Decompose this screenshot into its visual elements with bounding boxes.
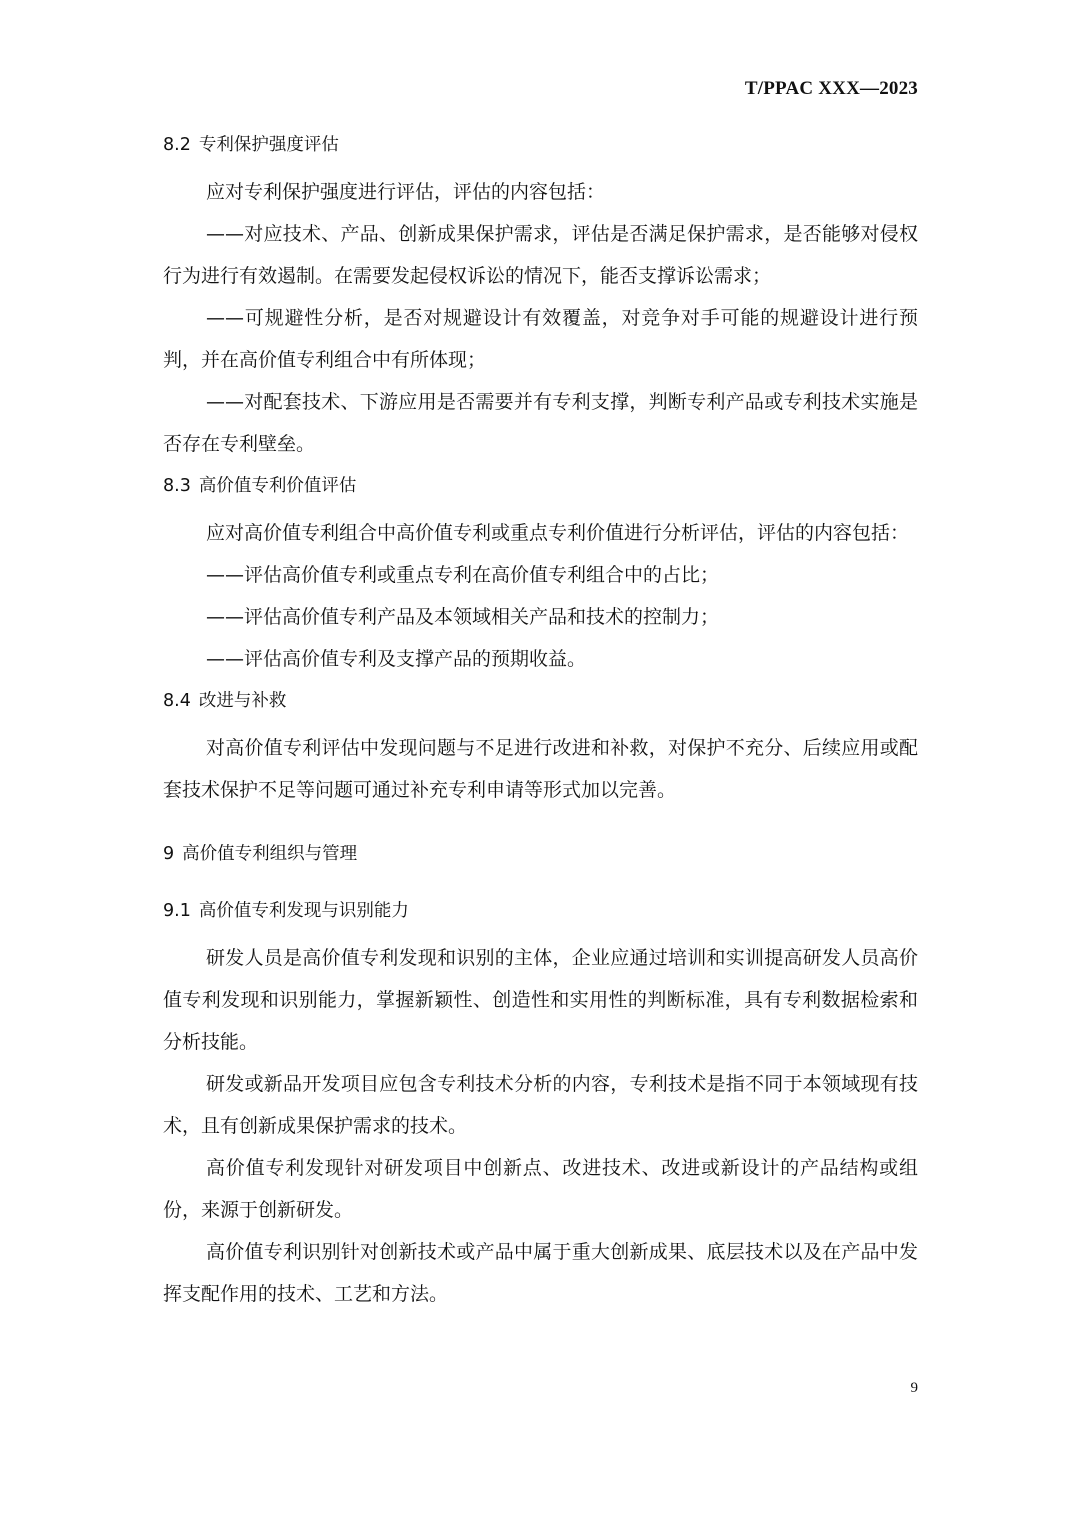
paragraph: ——对应技术、产品、创新成果保护需求，评估是否满足保护需求，是否能够对侵权行为进行有效遏制。在需要发起侵权诉讼的情况下，能否支撑诉讼需求； (163, 223, 918, 287)
page-number: 9 (910, 1380, 918, 1396)
paragraph: 高价值专利发现针对研发项目中创新点、改进技术、改进或新设计的产品结构或组份，来源于创新研发。 (163, 1157, 918, 1221)
document-code: T/PPAC XXX—2023 (744, 78, 918, 99)
paragraph: ——对配套技术、下游应用是否需要并有专利支撑，判断专利产品或专利技术实施是否存在专利壁垒。 (163, 391, 918, 455)
page-content (163, 130, 918, 1315)
section-heading-9-1 (163, 896, 918, 926)
paragraph: 对高价值专利评估中发现问题与不足进行改进和补救，对保护不充分、后续应用或配套技术保护不足等问题可通过补充专利申请等形式加以完善。 (163, 737, 918, 801)
section-number: 8.2 (163, 135, 191, 155)
paragraph: 应对高价值专利组合中高价值专利或重点专利价值进行分析评估，评估的内容包括： (206, 522, 910, 544)
section-heading-8-4 (163, 686, 918, 716)
section-title: 改进与补救 (198, 691, 287, 711)
chapter-heading-9 (163, 839, 918, 869)
section-heading-8-2 (163, 130, 918, 160)
section-heading-8-3 (163, 471, 918, 501)
section-number: 9.1 (163, 901, 191, 921)
section-title: 高价值专利价值评估 (198, 476, 357, 496)
paragraph: 高价值专利识别针对创新技术或产品中属于重大创新成果、底层技术以及在产品中发挥支配作用的技术、工艺和方法。 (163, 1241, 918, 1305)
paragraph: ——评估高价值专利及支撑产品的预期收益。 (206, 648, 587, 670)
section-number: 8.4 (163, 691, 191, 711)
section-number: 8.3 (163, 476, 191, 496)
section-title: 高价值专利发现与识别能力 (198, 901, 409, 921)
chapter-title: 高价值专利组织与管理 (182, 844, 358, 864)
paragraph: ——评估高价值专利产品及本领域相关产品和技术的控制力； (206, 606, 720, 628)
paragraph: ——评估高价值专利或重点专利在高价值专利组合中的占比； (206, 564, 720, 586)
paragraph: 研发或新品开发项目应包含专利技术分析的内容，专利技术是指不同于本领域现有技术，且有创新成果保护需求的技术。 (163, 1073, 918, 1137)
chapter-number: 9 (163, 844, 175, 864)
section-title: 专利保护强度评估 (198, 135, 339, 155)
paragraph: 研发人员是高价值专利发现和识别的主体，企业应通过培训和实训提高研发人员高价值专利发现和识别能力，掌握新颖性、创造性和实用性的判断标准，具有专利数据检索和分析技能。 (163, 947, 918, 1053)
paragraph: 应对专利保护强度进行评估，评估的内容包括： (206, 181, 606, 203)
paragraph: ——可规避性分析，是否对规避设计有效覆盖，对竞争对手可能的规避设计进行预判，并在高价值专利组合中有所体现； (163, 307, 918, 371)
